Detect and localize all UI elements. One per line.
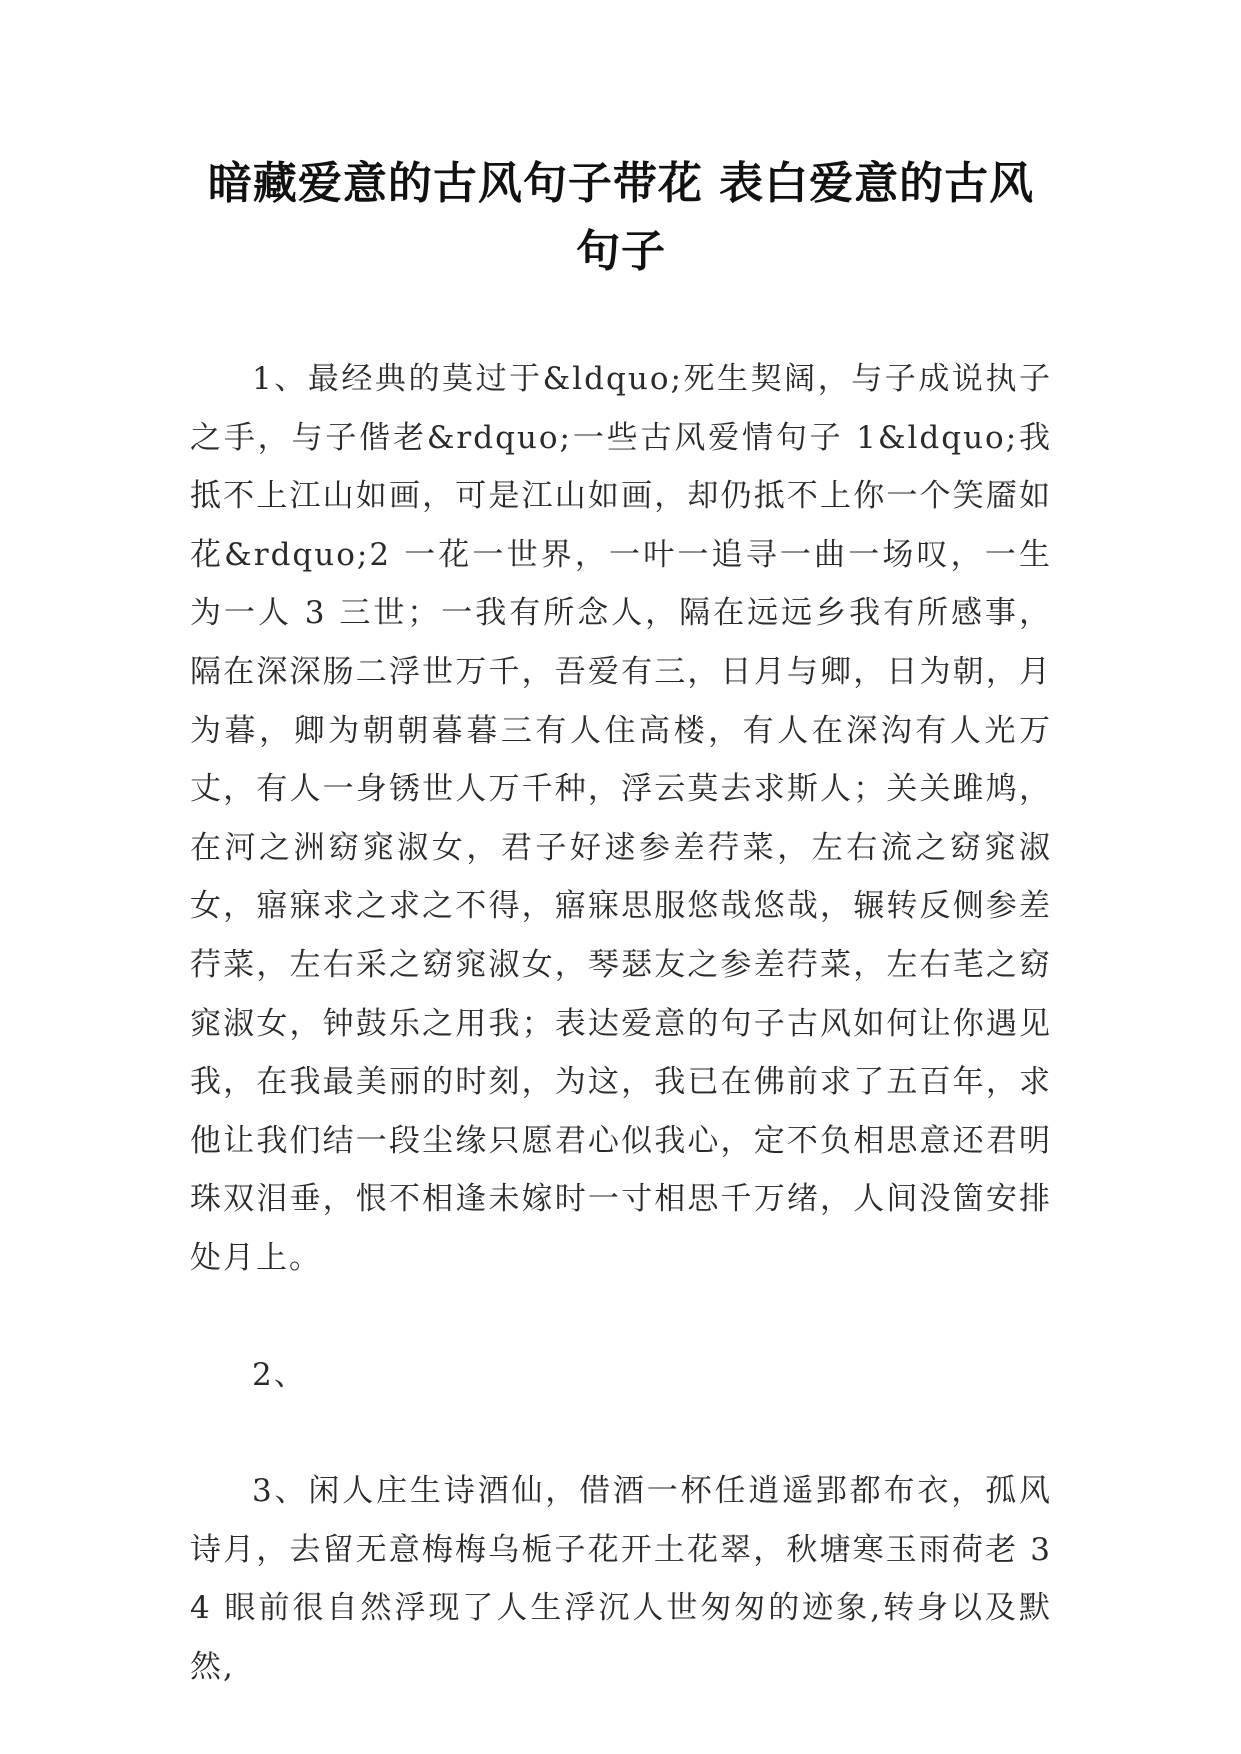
paragraph-1: 1、最经典的莫过于&ldquo;死生契阔，与子成说执子之手，与子偕老&rdquo;一些古风爱情句子 1&ldquo;我抵不上江山如画，可是江山如画，却仍抵不上你一个笑靥如花&rdquo;2 一花一世界，一叶一追寻一曲一场叹，一生为一人 3 三世；一我有所念人，隔在远远乡我有所感事，隔在深深肠二浮世万千，吾爱有三，日月与卿，日为朝，月为暮，卿为朝朝暮暮三有人住高楼，有人在深沟有人光万丈，有人一身锈世人万千种，浮云莫去求斯人；关关雎鸠，在河之洲窈窕淑女，君子好逑参差荇菜，左右流之窈窕淑女，寤寐求之求之不得，寤寐思服悠哉悠哉，辗转反侧参差荇菜，左右采之窈窕淑女，琴瑟友之参差荇菜，左右芼之窈窕淑女，钟鼓乐之用我；表达爱意的句子古风如何让你遇见我，在我最美丽的时刻，为这，我已在佛前求了五百年，求他让我们结一段尘缘只愿君心似我心，定不负相思意还君明珠双泪垂，恨不相逢未嫁时一寸相思千万绪，人间没箇安排处月上。: [190, 361, 1052, 1276]
document-page: [190, 0, 1052, 1754]
document-body: [190, 350, 1052, 1696]
paragraph-3: 3、闲人庄生诗酒仙，借酒一杯任逍遥郢都布衣，孤风诗月，去留无意梅梅乌栀子花开土花翠，秋塘寒玉雨荷老 34 眼前很自然浮现了人生浮沉人世匆匆的迹象,转身以及默然,: [190, 1473, 1052, 1685]
paragraph-2: 2、: [252, 1356, 307, 1393]
document-title: 暗藏爱意的古风句子带花 表白爱意的古风句子: [207, 158, 1035, 277]
